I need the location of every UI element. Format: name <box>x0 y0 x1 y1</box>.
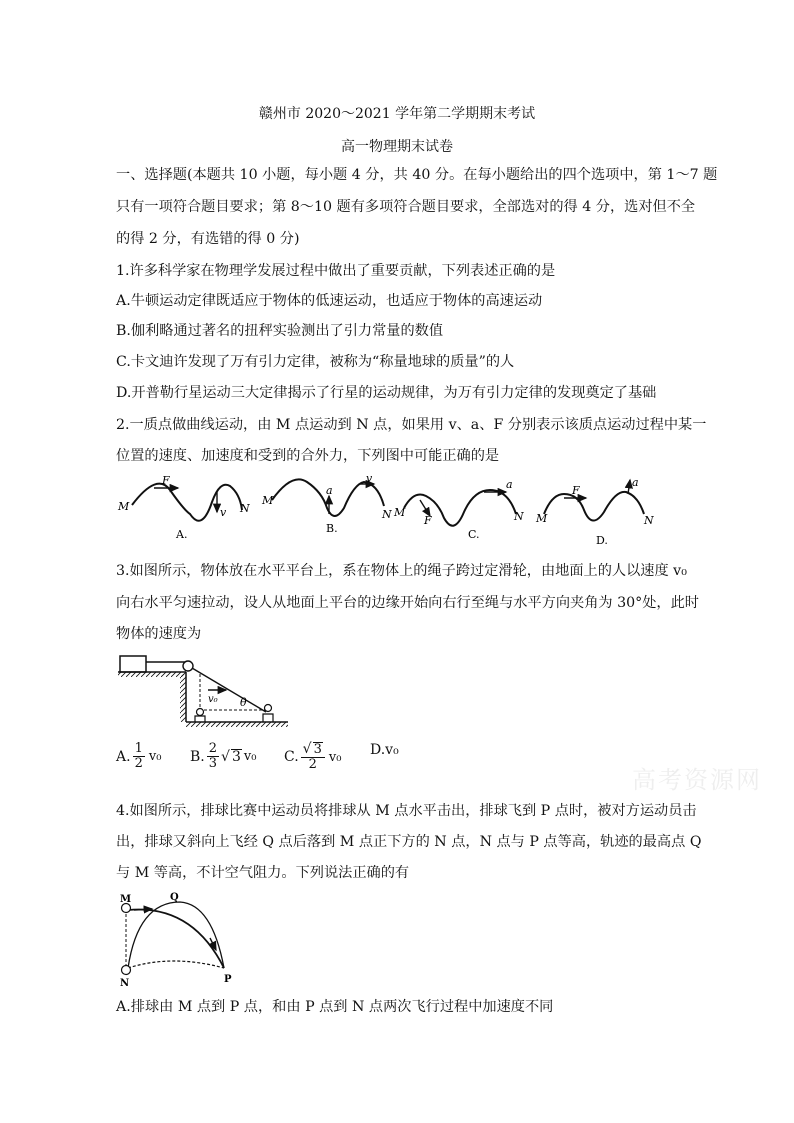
watermark: 高考资源网 <box>632 766 762 794</box>
person-end-icon <box>263 705 273 723</box>
label-v-b: v <box>366 472 373 485</box>
q1-option-a: A.牛顿运动定律既适应于物体的低速运动，也适应于物体的高速运动 <box>116 293 543 309</box>
label-m-a: M <box>118 500 130 513</box>
exam-title: 赣州市 2020～2021 学年第二学期期末考试 <box>258 106 536 122</box>
pulley <box>183 661 193 671</box>
label-m: M <box>120 894 132 905</box>
caption-a: A. <box>176 528 188 541</box>
exam-subtitle: 高一物理期末试卷 <box>341 139 453 155</box>
label-n-d: N <box>644 514 654 527</box>
wall-hatch <box>180 674 186 722</box>
q4-figure <box>112 892 252 988</box>
label-m-b: M <box>262 494 274 507</box>
label-a-c: a <box>506 478 513 491</box>
q1-option-c: C.卡文迪许发现了万有引力定律，被称为“称量地球的质量”的人 <box>116 354 515 370</box>
q1-option-d: D.开普勒行星运动三大定律揭示了行星的运动规律，为万有引力定律的发现奠定了基础 <box>116 385 657 401</box>
label-f-a: F <box>162 474 170 487</box>
section-instructions-line2: 只有一项符合题目要求；第 8～10 题有多项符合题目要求，全部选对的得 4 分，选对但不全 <box>116 199 696 215</box>
label-v-a: v <box>220 506 227 519</box>
arrow-d2 <box>628 480 630 494</box>
label-m-d: M <box>536 512 548 525</box>
q1-option-b: B.伽利略通过著名的扭秤实验测出了引力常量的数值 <box>116 323 444 339</box>
q1-stem: 1.许多科学家在物理学发展过程中做出了重要贡献，下列表述正确的是 <box>116 263 556 279</box>
q3-figure <box>116 652 296 732</box>
q3-stem-line1: 3.如图所示，物体放在水平平台上，系在物体上的绳子跨过定滑轮，由地面上的人以速度 v₀ <box>116 563 687 579</box>
section-instructions-line3: 的得 2 分，有选错的得 0 分) <box>116 231 300 247</box>
dashed-np <box>128 961 224 968</box>
q3-stem-line3: 物体的速度为 <box>116 626 202 642</box>
label-p: P <box>224 974 232 985</box>
label-a-d: a <box>632 476 639 489</box>
trajectory-d <box>544 492 644 521</box>
q4-stem-line3: 与 M 等高，不计空气阻力。下列说法正确的有 <box>116 865 410 881</box>
ground-hatch <box>186 722 288 727</box>
q3-option-c: C. $\frac{√ 3}{2}$ v₀ <box>284 741 342 772</box>
label-f-c: F <box>424 514 432 527</box>
label-n-c: N <box>514 510 524 523</box>
q3-option-d: D.v₀ <box>370 742 399 758</box>
q4-stem-line1: 4.如图所示，排球比赛中运动员将排球从 M 点水平击出，排球飞到 P 点时，被对方运动员击 <box>116 803 697 819</box>
q4-option-a: A.排球由 M 点到 P 点，和由 P 点到 N 点两次飞行过程中加速度不同 <box>116 999 554 1015</box>
q2-figures <box>112 472 692 550</box>
section-instructions-line1: 一、选择题(本题共 10 小题，每小题 4 分，共 40 分。在每小题给出的四个选项中，第 1～7 题 <box>116 167 718 183</box>
q3-option-b: B. $\frac{2}{3}$ √ 3 v₀ <box>190 741 257 771</box>
caption-d: D. <box>596 534 608 547</box>
label-n-b: N <box>382 508 392 521</box>
label-a-b: a <box>326 484 333 497</box>
velocity-label: v₀ <box>208 694 218 705</box>
q4-stem-line2: 出，排球又斜向上飞经 Q 点后落到 M 点正下方的 N 点，N 点与 P 点等高，轨迹的最高点 Q <box>116 834 702 850</box>
q2-stem-line2: 位置的速度、加速度和受到的合外力，下列图中可能正确的是 <box>116 448 500 464</box>
label-n-a: N <box>240 502 250 515</box>
q2-figure-d <box>535 476 654 547</box>
label-f-d: F <box>572 484 580 497</box>
label-q: Q <box>170 892 179 903</box>
q2-stem-line1: 2.一质点做曲线运动，由 M 点运动到 N 点，如果用 v、a、F 分别表示该质点运动过程中某一 <box>116 417 707 433</box>
q3-stem-line2: 向右水平匀速拉动，设人从地面上平台的边缘开始向右行至绳与水平方向夹角为 30°处，此时 <box>116 595 699 611</box>
q2-figure-b <box>261 472 392 535</box>
q3-option-a: A. $\frac{1}{2}$ v₀ <box>116 741 162 771</box>
trajectory-c <box>404 490 516 526</box>
angle-label: θ <box>240 696 247 709</box>
label-n: N <box>120 978 130 988</box>
q2-figure-c <box>393 478 524 541</box>
block <box>120 656 146 672</box>
rope-slant <box>192 668 266 712</box>
caption-c: C. <box>468 528 480 541</box>
caption-b: B. <box>326 522 338 535</box>
trajectory-pqn <box>128 902 224 968</box>
ball-n-icon <box>122 966 131 975</box>
q2-figure-a <box>117 474 250 541</box>
person-start-icon <box>195 709 205 723</box>
label-m-c: M <box>394 506 406 519</box>
arrow-m <box>134 909 152 910</box>
